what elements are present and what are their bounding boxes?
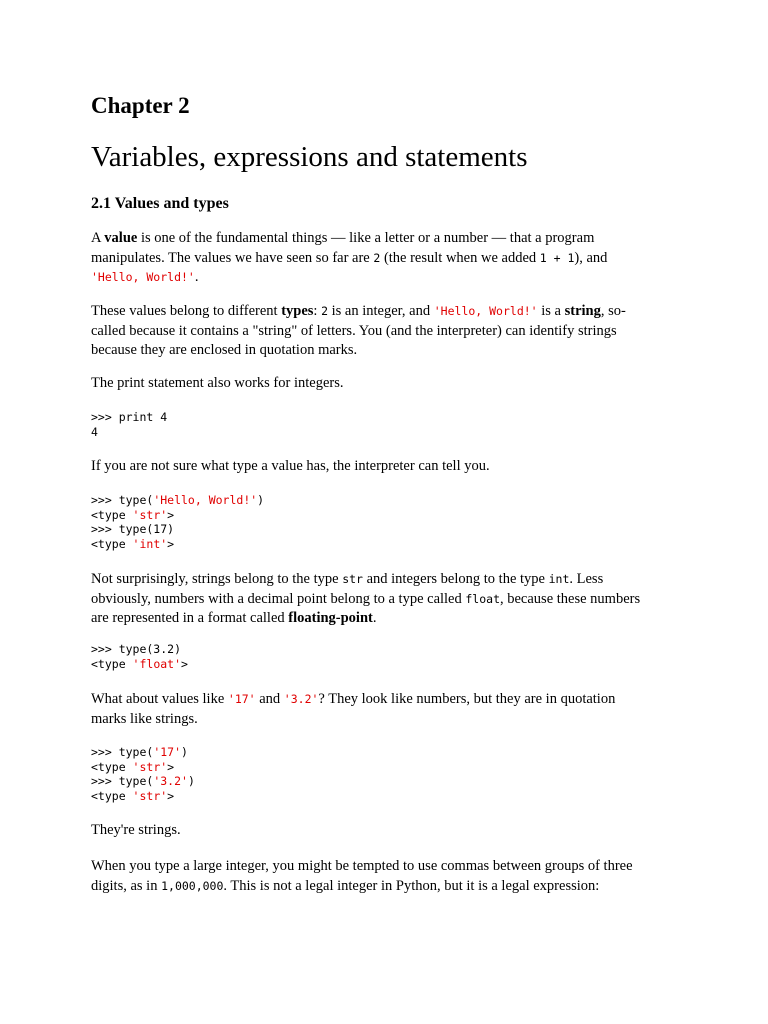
code-inline-string: '3.2': [283, 692, 319, 706]
code-inline: 1,000,000: [161, 878, 224, 893]
term-string: string: [564, 303, 601, 319]
chapter-label: Chapter 2: [91, 93, 190, 118]
code-inline-string: 'Hello, World!': [91, 270, 195, 284]
paragraph-str-int-float: Not surprisingly, strings belong to the type str and integers belong to the type int. Less obviously, numbers with a decimal point belong to a type called float, because these numbers are represented in a format called floating-point.: [91, 571, 641, 626]
paragraph-type-query: If you are not sure what type a value has, the interpreter can tell you.: [91, 458, 490, 474]
code-block-string-types: >>> type('17') <type 'str'> >>> type('3.2') <type 'str'>: [91, 745, 195, 804]
term-value: value: [104, 230, 138, 246]
code-inline-string: '17': [227, 692, 256, 706]
code-inline: int: [548, 572, 570, 586]
code-inline: 2: [321, 304, 329, 318]
paragraph-types: These values belong to different types: 2 is an integer, and 'Hello, World!' is a string, so- called because it contains a "string" of letters. You (and the interpreter) can identify strings because they are enclosed in quotation marks.: [91, 303, 626, 358]
term-floating-point: floating-point: [288, 610, 373, 626]
paragraph-print: The print statement also works for integers.: [91, 375, 344, 391]
code-inline: float: [465, 591, 500, 606]
paragraph-strings: They're strings.: [91, 822, 181, 838]
code-inline: 2: [373, 250, 381, 265]
section-title: 2.1 Values and types: [91, 195, 229, 212]
paragraph-quoted-numbers: What about values like '17' and '3.2'? They look like numbers, but they are in quotation marks like strings.: [91, 691, 616, 727]
term-types: types: [281, 303, 314, 319]
code-inline: str: [342, 572, 363, 586]
code-block-type: >>> type('Hello, World!') <type 'str'> >>> type(17) <type 'int'>: [91, 493, 265, 552]
paragraph-large-integer: When you type a large integer, you might be tempted to use commas between groups of three digits, as in 1,000,000. This is not a legal integer in Python, but it is a legal expression:: [91, 858, 633, 894]
code-block-float: >>> type(3.2) <type 'float'>: [91, 642, 188, 671]
chapter-title: Variables, expressions and statements: [91, 141, 528, 173]
paragraph-value-definition: A value is one of the fundamental things — like a letter or a number — that a program manipulates. The values we have seen so far are 2 (the result when we added 1 + 1), and 'Hello, World!'.: [91, 230, 608, 285]
code-inline: 1 + 1: [539, 250, 575, 265]
code-inline-string: 'Hello, World!': [433, 304, 538, 318]
code-block-print: >>> print 4 4: [91, 410, 168, 439]
